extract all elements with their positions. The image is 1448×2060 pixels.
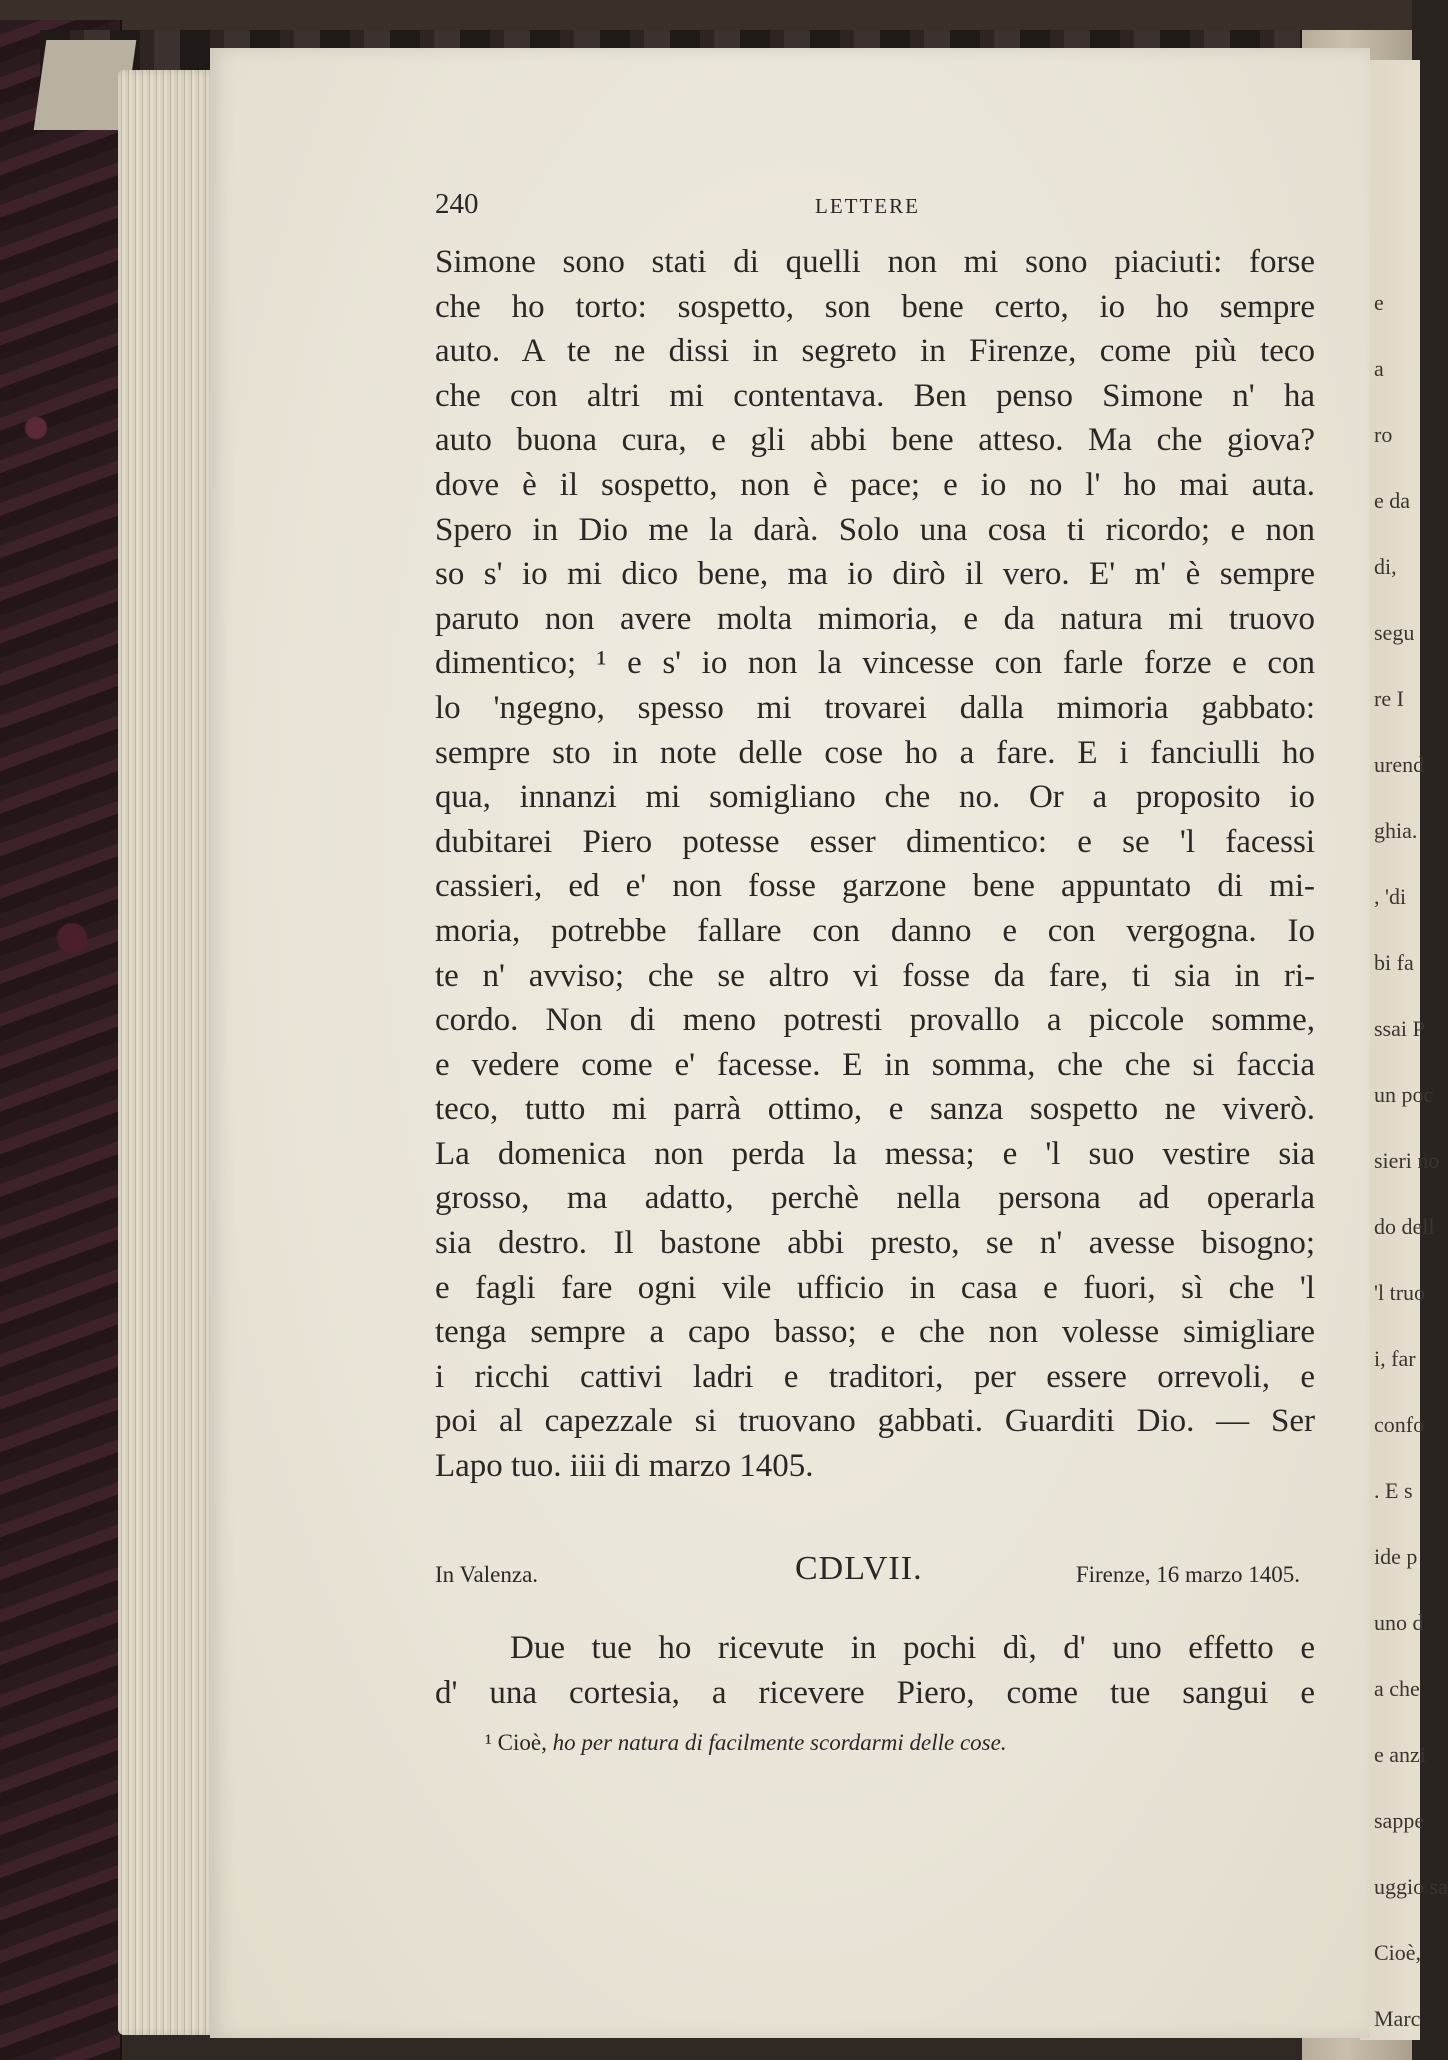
next-page-fragment: uggio sa: [1374, 1874, 1448, 1899]
text-line: lo 'ngegno, spesso mi trovarei dalla mimoria gabbato:: [435, 689, 1315, 726]
text-line: grosso, ma adatto, perchè nella persona ad operarla: [435, 1180, 1315, 1217]
next-page-fragment: re I: [1374, 686, 1404, 711]
footnote: [485, 1730, 1325, 1756]
next-page-fragment: a: [1374, 356, 1384, 381]
text-line: e fagli fare ogni vile ufficio in casa e fuori, sì che 'l: [435, 1269, 1315, 1306]
next-page-fragment: sieri no: [1374, 1148, 1440, 1173]
running-title: LETTERE: [815, 194, 920, 218]
next-page-fragment: un poc: [1374, 1082, 1434, 1107]
next-page-fragment: do dell: [1374, 1214, 1435, 1239]
text-line: La domenica non perda la messa; e 'l suo vestire sia: [435, 1135, 1315, 1172]
text-line: so s' io mi dico bene, ma io dirò il vero. E' m' è sempre: [435, 556, 1315, 593]
text-line: dimentico; ¹ e s' io non la vincesse con farle forze e con: [435, 645, 1315, 682]
text-line: d' una cortesia, a ricevere Piero, come tue sangui e: [435, 1674, 1315, 1711]
next-page-fragment: ssai P: [1374, 1016, 1425, 1041]
next-page-fragment: urend: [1374, 752, 1425, 777]
text-line: e vedere come e' facesse. E in somma, che che si faccia: [435, 1046, 1315, 1083]
letter-number: CDLVII.: [795, 1550, 923, 1587]
text-line: teco, tutto mi parrà ottimo, e sanza sospetto ne viverò.: [435, 1091, 1315, 1128]
letter-header: [435, 1550, 1315, 1600]
next-page-fragment: Marc: [1374, 2006, 1421, 2031]
next-page-fragment: di,: [1374, 554, 1397, 579]
next-page-fragment: uno d: [1374, 1610, 1424, 1635]
page-edges: [118, 70, 218, 2035]
text-line: te n' avviso; che se altro vi fosse da fare, ti sia in ri-: [435, 957, 1315, 994]
text-line: auto. A te ne dissi in segreto in Firenze, come più teco: [435, 333, 1315, 370]
next-page-fragment: confo: [1374, 1412, 1425, 1437]
text-line: qua, innanzi mi somigliano che no. Or a proposito io: [435, 779, 1315, 816]
next-page-fragment: ro: [1374, 422, 1393, 447]
next-page-fragment: segu: [1374, 620, 1415, 645]
text-line: Due tue ho ricevute in pochi dì, d' uno effetto e: [510, 1630, 1315, 1666]
text-line: Spero in Dio me la darà. Solo una cosa ti ricordo; e non: [435, 511, 1315, 548]
text-line: i ricchi cattivi ladri e traditori, per essere orrevoli, e: [435, 1358, 1315, 1395]
letter-body: [435, 240, 1315, 1489]
text-line: cassieri, ed e' non fosse garzone bene appuntato di mi-: [435, 868, 1315, 905]
next-page-fragment: , 'di: [1374, 884, 1407, 909]
next-page-fragment: e: [1374, 290, 1384, 315]
next-page-fragment: e anzi: [1374, 1742, 1426, 1767]
text-line: moria, potrebbe fallare con danno e con vergogna. Io: [435, 912, 1315, 949]
text-line: che ho torto: sospetto, son bene certo, io ho sempre: [435, 288, 1315, 325]
text-line: cordo. Non di meno potresti provallo a piccole somme,: [435, 1002, 1315, 1039]
next-page-fragment: a che: [1374, 1676, 1420, 1701]
footnote-text: ho per natura di facilmente scordarmi delle cose.: [552, 1730, 1007, 1755]
next-page-fragment: 'l truo: [1374, 1280, 1426, 1305]
text-line: tenga sempre a capo basso; e che non volesse simigliare: [435, 1314, 1315, 1351]
text-line: sia destro. Il bastone abbi presto, se n' avesse bisogno;: [435, 1225, 1315, 1262]
letter-date: Firenze, 16 marzo 1405.: [1075, 1562, 1300, 1587]
book-cover-left: [0, 20, 122, 2060]
text-line: poi al capezzale si truovano gabbati. Guarditi Dio. — Ser: [435, 1403, 1315, 1440]
next-letter-body: [435, 1626, 1315, 1715]
footnote-lead: Cioè,: [497, 1730, 547, 1755]
next-page-fragment: i, far: [1374, 1346, 1416, 1371]
text-line: Simone sono stati di quelli non mi sono piaciuti: forse: [435, 244, 1315, 280]
next-page-fragment: ide p: [1374, 1544, 1418, 1569]
footnote-marker: ¹: [485, 1730, 492, 1755]
text-line: paruto non avere molta mimoria, e da natura mi truovo: [435, 600, 1315, 637]
next-page-fragment: ghia.: [1374, 818, 1418, 843]
text-line: Lapo tuo. iiii di marzo 1405.: [435, 1448, 814, 1485]
running-head: [435, 188, 1315, 228]
next-page-fragment: . E s: [1374, 1478, 1413, 1503]
page-number: 240: [435, 188, 479, 220]
next-page-fragment: sappe: [1374, 1808, 1425, 1833]
next-page-fragment: bi fa: [1374, 950, 1414, 975]
text-line: dubitarei Piero potesse esser dimentico: e se 'l facessi: [435, 823, 1315, 860]
next-page-fragment: e da: [1374, 488, 1411, 513]
text-line: che con altri mi contentava. Ben penso Simone n' ha: [435, 377, 1315, 414]
text-line: auto buona cura, e gli abbi bene atteso. Ma che giova?: [435, 422, 1315, 459]
letter-place: In Valenza.: [435, 1562, 539, 1587]
next-page-fragment: Cioè,: [1374, 1940, 1422, 1965]
text-line: dove è il sospetto, non è pace; e io no l' ho mai auta.: [435, 466, 1315, 503]
text-line: sempre sto in note delle cose ho a fare. E i fanciulli ho: [435, 734, 1315, 771]
